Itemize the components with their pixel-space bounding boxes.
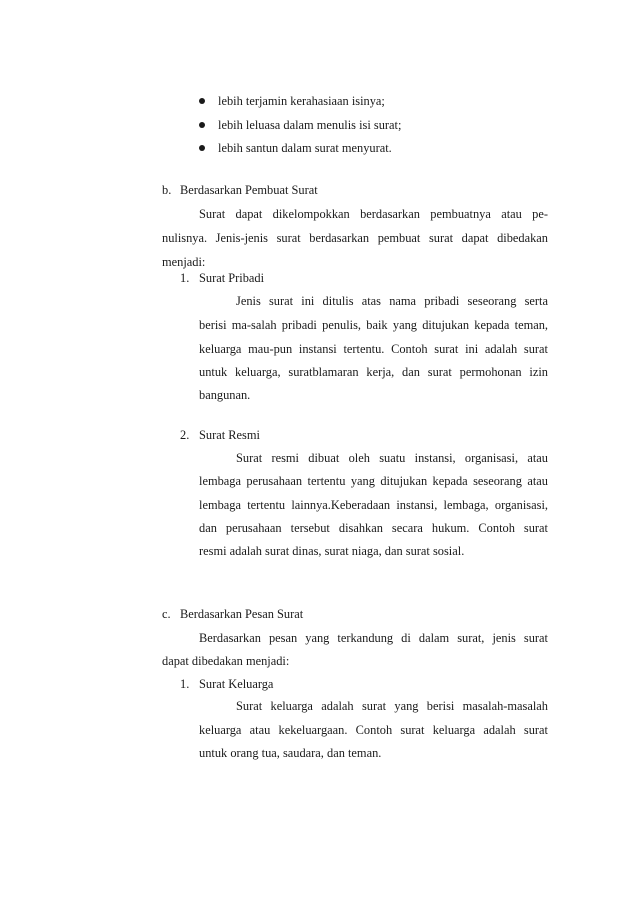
paragraph-line: untuk orang tua, saudara, dan teman.: [199, 746, 382, 760]
bullet-icon: [199, 145, 205, 151]
paragraph-line: bangunan.: [199, 388, 251, 402]
paragraph-line: resmi adalah surat dinas, surat niaga, dan surat sosial.: [199, 544, 465, 558]
paragraph-line: keluarga mau-pun instansi tertentu. Contoh surat ini adalah surat: [199, 342, 548, 356]
paragraph-line: Surat resmi dibuat oleh suatu instansi, organisasi, atau: [236, 451, 548, 465]
bullet-icon: [199, 122, 205, 128]
paragraph-line: keluarga atau kekeluargaan. Contoh surat keluarga adalah surat: [199, 723, 548, 737]
list-item-title: Surat Resmi: [199, 428, 260, 442]
bullet-item: lebih santun dalam surat menyurat.: [218, 141, 392, 155]
bullet-icon: [199, 98, 205, 104]
list-number: 1.: [180, 271, 190, 285]
list-item-title: Surat Pribadi: [199, 271, 265, 285]
paragraph-line: menjadi:: [162, 255, 206, 269]
paragraph-line: lembaga perusahaan tertentu yang ditujukan kepada seseorang atau: [199, 474, 548, 488]
list-number: 1.: [180, 677, 190, 691]
section-heading: Berdasarkan Pembuat Surat: [180, 183, 318, 197]
list-item-title: Surat Keluarga: [199, 677, 274, 691]
paragraph-line: dan perusahaan tersebut disahkan secara hukum. Contoh surat: [199, 521, 548, 535]
section-marker: c.: [162, 607, 171, 621]
paragraph-line: berisi ma-salah pribadi penulis, baik yang ditujukan kepada teman,: [199, 318, 548, 332]
paragraph-line: Surat keluarga adalah surat yang berisi masalah-masalah: [236, 699, 548, 713]
section-marker: b.: [162, 183, 172, 197]
paragraph-line: Jenis surat ini ditulis atas nama pribadi seseorang serta: [236, 294, 548, 308]
bullet-item: lebih terjamin kerahasiaan isinya;: [218, 94, 385, 108]
list-number: 2.: [180, 428, 190, 442]
bullet-item: lebih leluasa dalam menulis isi surat;: [218, 118, 402, 132]
section-heading: Berdasarkan Pesan Surat: [180, 607, 304, 621]
paragraph-line: Surat dapat dikelompokkan berdasarkan pembuatnya atau pe-: [199, 207, 548, 221]
paragraph-line: dapat dibedakan menjadi:: [162, 654, 290, 668]
paragraph-line: untuk keluarga, suratblamaran kerja, dan surat permohonan izin: [199, 365, 548, 379]
paragraph-line: lembaga tertentu lainnya.Keberadaan instansi, lembaga, organisasi,: [199, 498, 548, 512]
paragraph-line: nulisnya. Jenis-jenis surat berdasarkan pembuat surat dapat dibedakan: [162, 231, 548, 245]
paragraph-line: Berdasarkan pesan yang terkandung di dalam surat, jenis surat: [199, 631, 548, 645]
